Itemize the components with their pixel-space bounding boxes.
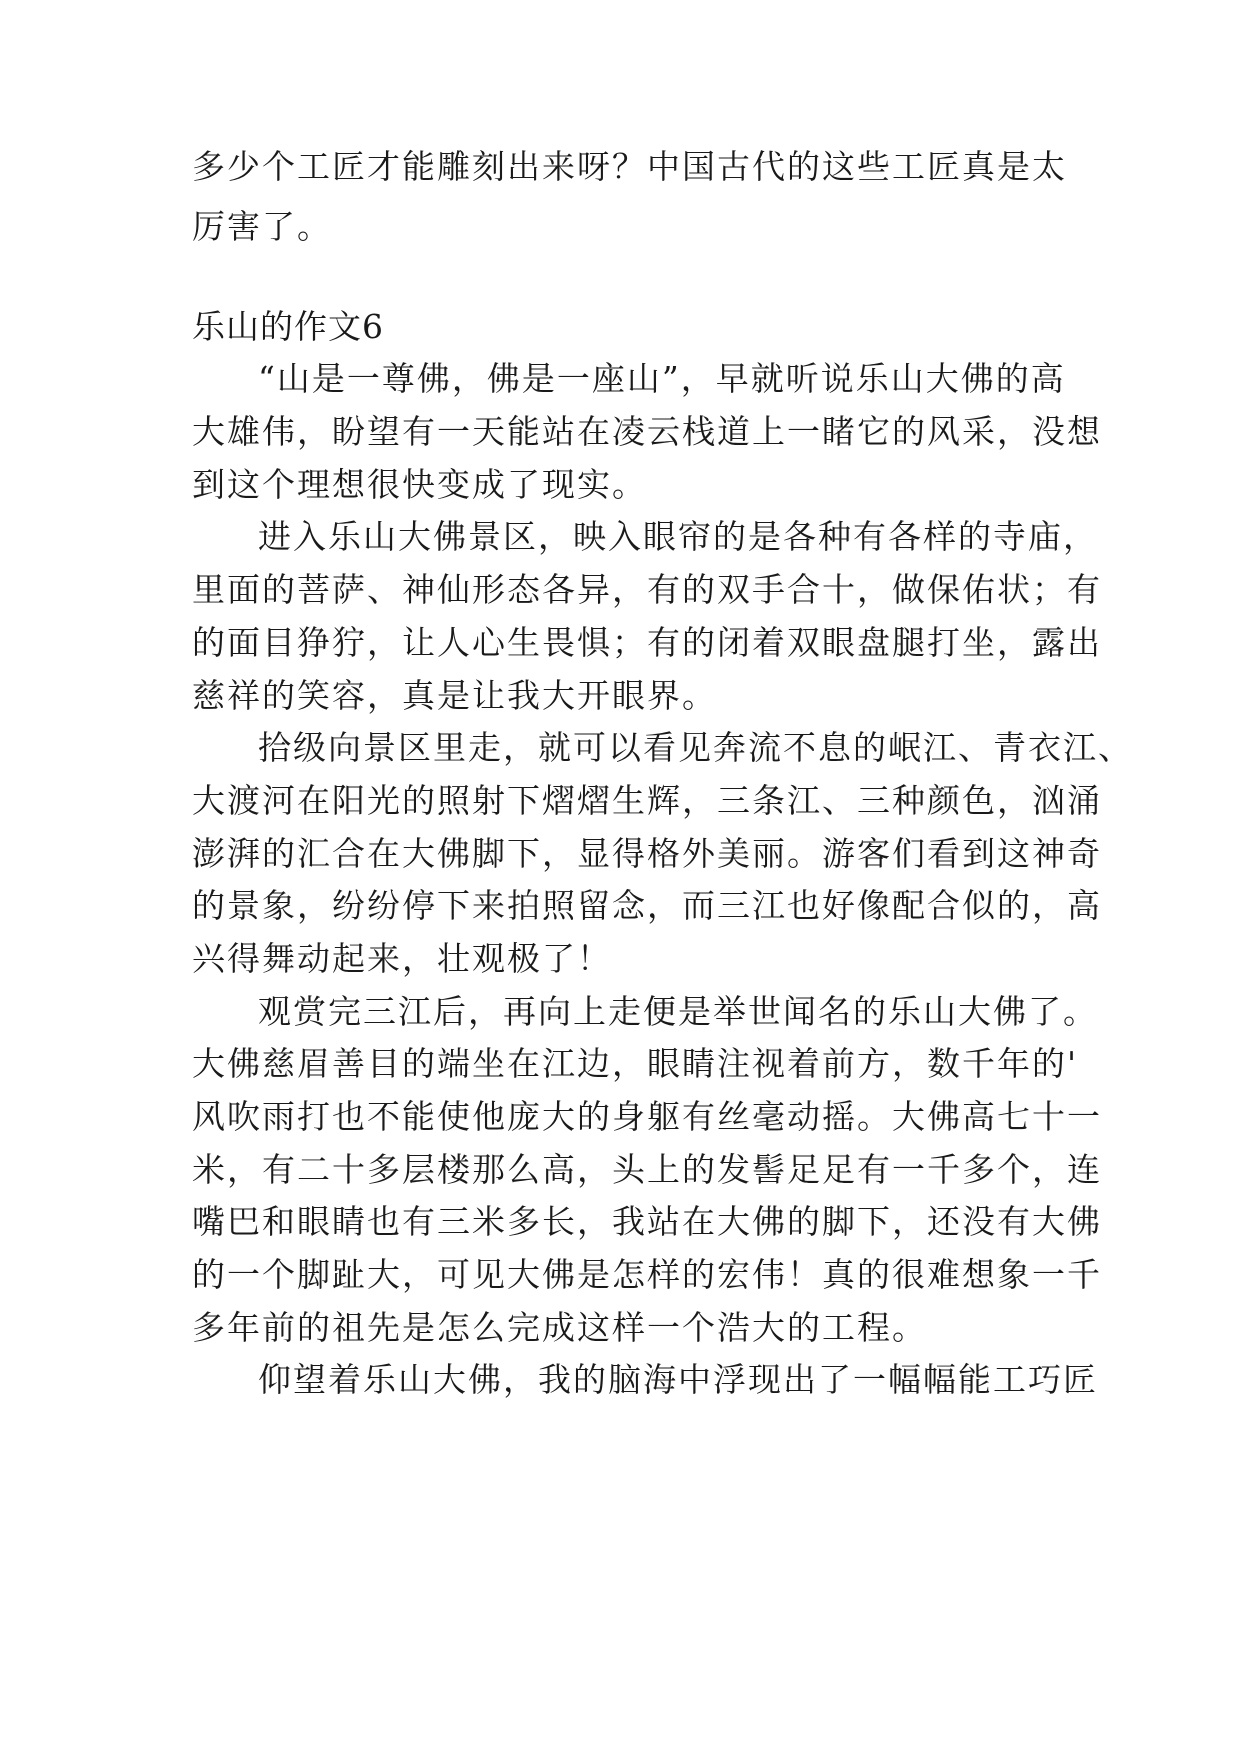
text-line: 的面目狰狞，让人心生畏惧；有的闭着双眼盘腿打坐，露出 bbox=[192, 623, 1102, 662]
text-line: 的一个脚趾大，可见大佛是怎样的宏伟！真的很难想象一千 bbox=[192, 1255, 1102, 1294]
text-line: 到这个理想很快变成了现实。 bbox=[192, 465, 647, 504]
text-line: 拾级向景区里走，就可以看见奔流不息的岷江、青衣江、 bbox=[258, 728, 1133, 767]
text-line: 风吹雨打也不能使他庞大的身躯有丝毫动摇。大佛高七十一 bbox=[192, 1097, 1102, 1136]
text-line: 进入乐山大佛景区，映入眼帘的是各种有各样的寺庙， bbox=[258, 517, 1098, 556]
text-line: 兴得舞动起来，壮观极了！ bbox=[192, 939, 612, 978]
text-line: 的景象，纷纷停下来拍照留念，而三江也好像配合似的，高 bbox=[192, 886, 1102, 925]
text-line: 大雄伟，盼望有一天能站在凌云栈道上一睹它的风采，没想 bbox=[192, 412, 1102, 451]
text-line: “山是一尊佛，佛是一座山”，早就听说乐山大佛的高 bbox=[258, 359, 1066, 398]
text-line: 米，有二十多层楼那么高，头上的发髻足足有一千多个，连 bbox=[192, 1150, 1102, 1189]
text-line: 多年前的祖先是怎么完成这样一个浩大的工程。 bbox=[192, 1308, 927, 1347]
text-line: 多少个工匠才能雕刻出来呀？中国古代的这些工匠真是太 bbox=[192, 147, 1067, 186]
text-line: 大渡河在阳光的照射下熠熠生辉，三条江、三种颜色，汹涌 bbox=[192, 781, 1102, 820]
text-line: 厉害了。 bbox=[192, 207, 332, 246]
text-line: 观赏完三江后，再向上走便是举世闻名的乐山大佛了。 bbox=[258, 992, 1098, 1031]
text-line: 里面的菩萨、神仙形态各异，有的双手合十，做保佑状；有 bbox=[192, 570, 1102, 609]
section-title: 乐山的作文6 bbox=[192, 307, 384, 346]
text-line: 澎湃的汇合在大佛脚下，显得格外美丽。游客们看到这神奇 bbox=[192, 834, 1102, 873]
text-line: 慈祥的笑容，真是让我大开眼界。 bbox=[192, 676, 717, 715]
text-line: 大佛慈眉善目的端坐在江边，眼睛注视着前方，数千年的' bbox=[192, 1044, 1079, 1083]
text-line: 嘴巴和眼睛也有三米多长，我站在大佛的脚下，还没有大佛 bbox=[192, 1202, 1102, 1241]
text-line: 仰望着乐山大佛，我的脑海中浮现出了一幅幅能工巧匠 bbox=[258, 1360, 1098, 1399]
